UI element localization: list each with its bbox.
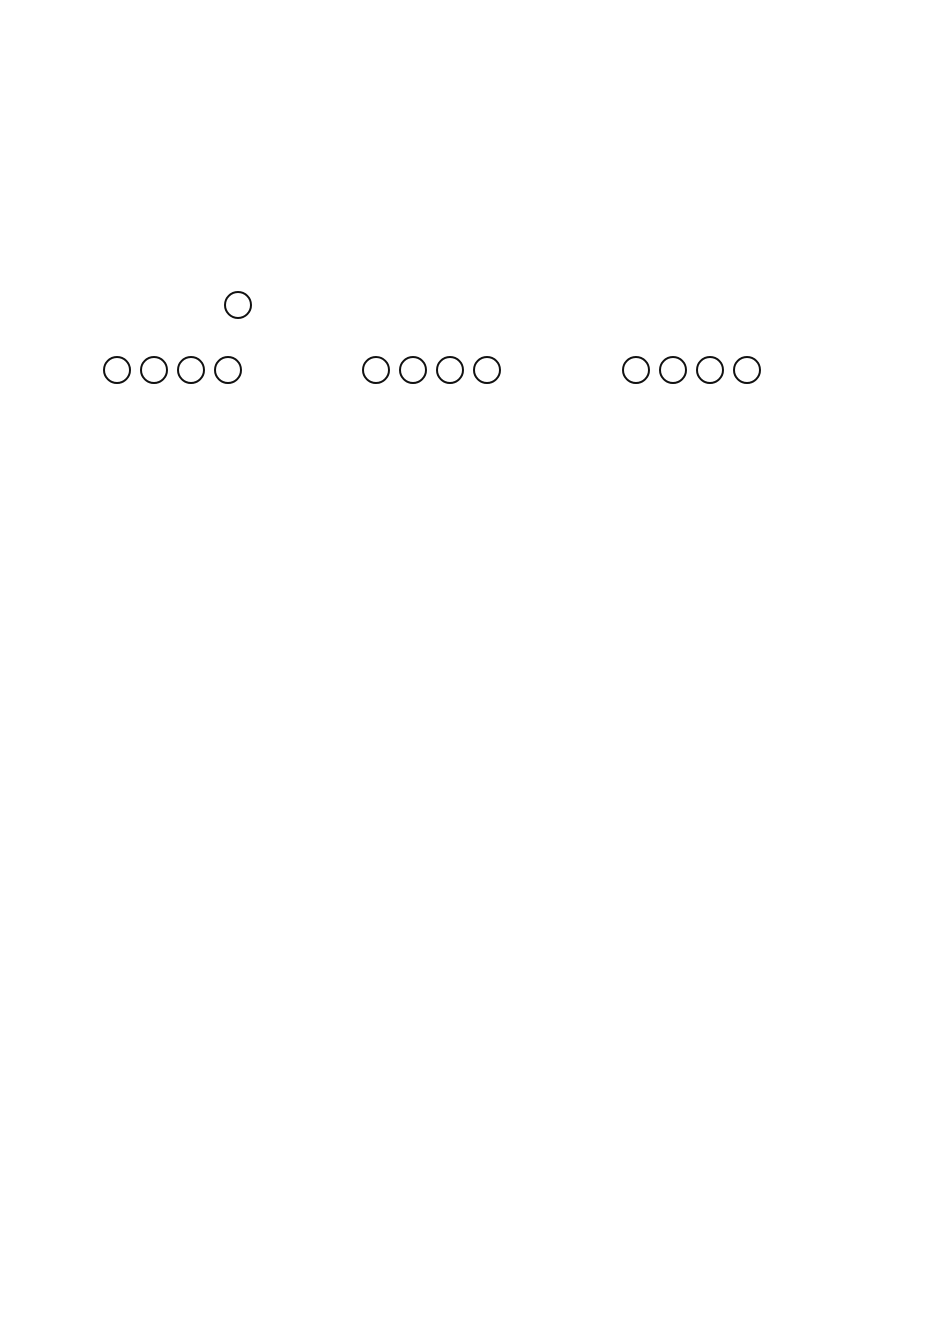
circle-icon [622, 356, 650, 384]
circle-icon [224, 291, 252, 319]
circle-icon [140, 356, 168, 384]
circle-icon [733, 356, 761, 384]
circle-icon [696, 356, 724, 384]
question-14 [88, 301, 124, 321]
circle-icon [473, 356, 501, 384]
circle-icon [659, 356, 687, 384]
circle-icon [214, 356, 242, 384]
circle-icon [362, 356, 390, 384]
circle-icon [177, 356, 205, 384]
circle-icon [399, 356, 427, 384]
circle-icon [436, 356, 464, 384]
circle-icon [103, 356, 131, 384]
